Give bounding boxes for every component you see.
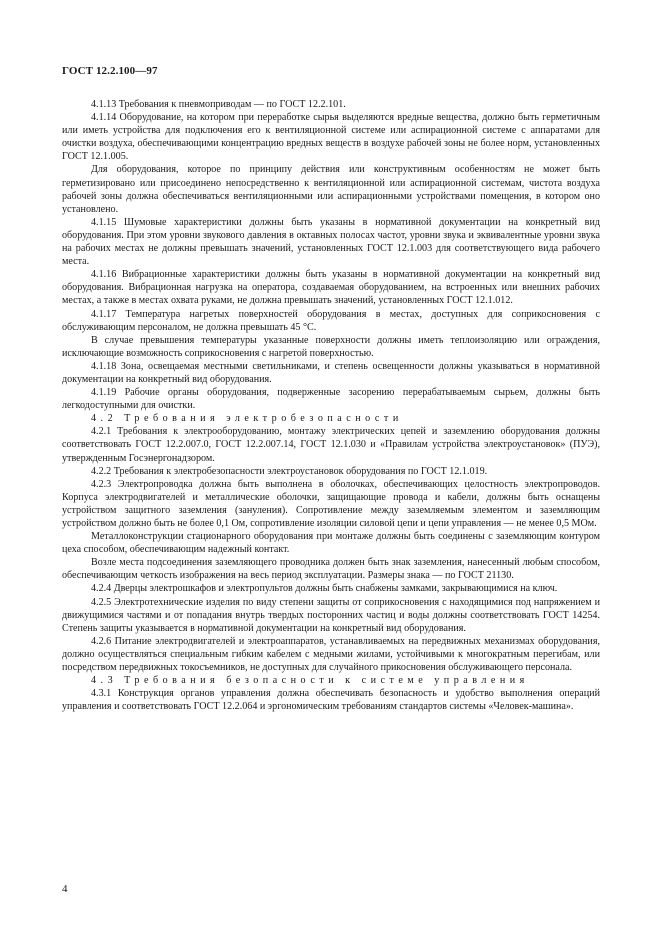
paragraph-4-1-13: 4.1.13 Требования к пневмоприводам — по ГОСТ 12.2.101. <box>91 99 346 110</box>
document-body <box>62 98 600 713</box>
paragraph-4-1-18: 4.1.18 Зона, освещаемая местными светильниками, и степень освещенности должны указываться в нормативной документации на конкретный вид оборудования. <box>62 360 600 385</box>
paragraph-4-2-6: 4.2.6 Питание электродвигателей и электроаппаратов, устанавливаемых на передвижных механизмах оборудования, должно осуществляться специальным гибким кабелем с медными жилами, устойчивыми к многократным перегибам, или посредством передвижных токосъемников, не доступных для случайного прикосновения обслуживающего персонала. <box>62 635 600 674</box>
paragraph-4-1-14-note: Для оборудования, которое по принципу действия или конструктивным особенностям не может быть герметизировано или присоединено непосредственно к вентиляционной или аспирационной системам, чистота воздуха рабочей зоны должна обеспечиваться вентиляционными или аспирационными устройствами помещения, в котором оно установлено. <box>62 164 600 215</box>
page-number: 4 <box>62 883 68 895</box>
paragraph-4-1-19: 4.1.19 Рабочие органы оборудования, подверженные засорению перерабатываемым сырьем, должны быть легкодоступными для очистки. <box>62 387 600 412</box>
paragraph-4-2-5: 4.2.5 Электротехнические изделия по виду степени защиты от соприкосновения с находящимися под напряжением и движущимися частями и от попадания внутрь твердых посторонних частиц и воды должны соответствовать ГОСТ 14254. Степень защиты указывается в нормативной документации на конкретный вид оборудования. <box>62 596 600 634</box>
paragraph-4-2-2: 4.2.2 Требования к электробезопасности электроустановок оборудования по ГОСТ 12.1.019. <box>91 465 488 477</box>
section-heading-4-2: 4.2 Требования электробезопасности <box>91 413 403 425</box>
paragraph-4-2-3-sign: Возле места подсоединения заземляющего проводника должен быть знак заземления, нанесенный любым способом, обеспечивающим четкость изображения на весь период эксплуатации. Размеры знака — по ГОСТ 21130. <box>62 557 600 582</box>
paragraph-4-1-15: 4.1.15 Шумовые характеристики должны быть указаны в нормативной документации на конкретный вид оборудования. При этом уровни звукового давления в октавных полосах частот, уровни звука и эквивалентные уровни звука на рабочих местах не должны превышать значений, установленных ГОСТ 12.1.003 для соответствующего вида рабочего места. <box>62 216 600 268</box>
paragraph-4-1-17-note: В случае превышения температуры указанные поверхности должны иметь теплоизоляцию или ограждения, исключающие возможность соприкосновения с нагретой поверхностью. <box>62 334 600 359</box>
paragraph-4-1-14: 4.1.14 Оборудование, на котором при переработке сырья выделяются вредные вещества, должно быть герметичным или иметь устройства для подключения его к вентиляционной системе или аспирационной системе с аппаратами для очистки воздуха, обеспечивающими концентрацию вредных веществ в воздухе рабочей зоны не более норм, установленных ГОСТ 12.1.005. <box>62 112 600 163</box>
paragraph-4-2-4: 4.2.4 Дверцы электрошкафов и электропультов должны быть снабжены замками, закрывающимися на ключ. <box>91 583 558 595</box>
paragraph-4-1-17: 4.1.17 Температура нагретых поверхностей оборудования в местах, доступных для соприкосновения с обслуживающим персоналом, не должна превышать 45 °С. <box>62 308 600 333</box>
paragraph-4-2-1: 4.2.1 Требования к электрооборудованию, монтажу электрических цепей и заземлению оборудования должны соответствовать ГОСТ 12.2.007.0, ГОСТ 12.2.007.14, ГОСТ 12.1.030 и «Правилам устройства электроустановок» (ПУЭ), утвержденным Госэнергонадзором. <box>62 426 600 464</box>
document-header: ГОСТ 12.2.100—97 <box>62 65 158 77</box>
paragraph-4-2-3-metal: Металлоконструкции стационарного оборудования при монтаже должны быть соединены с заземляющим контуром цеха способом, обеспечивающим надежный контакт. <box>62 531 600 556</box>
paragraph-4-2-3: 4.2.3 Электропроводка должна быть выполнена в оболочках, обеспечивающих целостность электропроводов. Корпуса электродвигателей и металлические оболочки, защищающие провода и кабели, должны быть оснащены устройством защитного заземления (зануления). Сопротивление между заземляемым элементом и заземляющим устройством должно быть не более 0,1 Ом, сопротивление изоляции силовой цепи и цепи управления — не менее 0,5 МОм. <box>62 478 600 529</box>
paragraph-4-1-16: 4.1.16 Вибрационные характеристики должны быть указаны в нормативной документации на конкретный вид оборудования. Вибрационная нагрузка на оператора, создаваемая оборудованием, на встроенных или внешних рабочих местах, а также в местах охвата руками, не должна превышать значений, установленных ГОСТ 12.1.012. <box>62 269 600 307</box>
section-heading-4-3: 4.3 Требования безопасности к системе управления <box>91 675 529 687</box>
paragraph-4-3-1: 4.3.1 Конструкция органов управления должна обеспечивать безопасность и удобство выполнения операций управления и соответствовать ГОСТ 12.2.064 и эргономическим требованиям стандартов системы «Человек-машина». <box>62 688 600 713</box>
